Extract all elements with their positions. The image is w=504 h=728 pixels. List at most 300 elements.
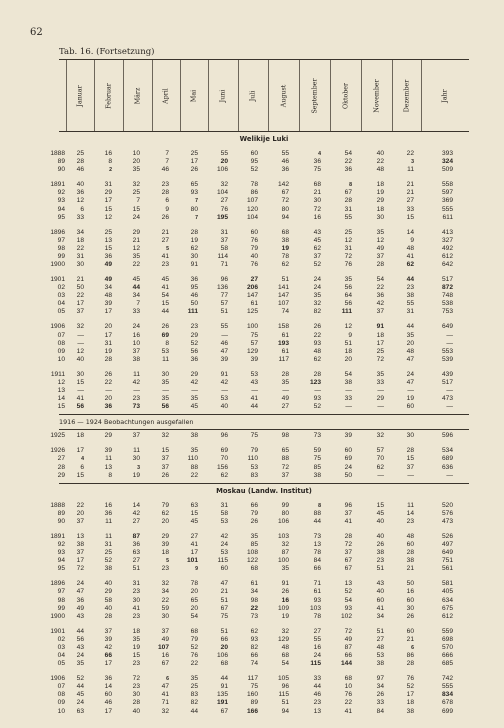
value-cell: 60: [406, 541, 414, 548]
value-cell: 60: [344, 447, 352, 455]
year-cell: 10: [57, 707, 65, 715]
value-cell: 7: [195, 214, 198, 221]
value-cell: 67: [220, 707, 228, 715]
table-row: [0, 660, 504, 668]
value-cell: 110: [247, 455, 258, 463]
value-cell: 38: [313, 471, 321, 479]
value-cell: 76: [190, 652, 198, 659]
value-cell: 872: [441, 284, 453, 292]
value-cell: 107: [277, 300, 289, 308]
value-cell: 51: [376, 565, 384, 573]
value-cell: 23: [132, 660, 140, 668]
value-cell: 76: [344, 691, 352, 699]
value-cell: 21: [406, 181, 414, 189]
value-cell: 35: [132, 635, 140, 643]
value-cell: 96: [344, 501, 352, 509]
value-cell: 38: [376, 549, 384, 557]
value-cell: 56: [76, 403, 84, 411]
year-cell: 95: [57, 565, 65, 573]
value-cell: 120: [246, 205, 258, 213]
value-cell: 147: [277, 292, 289, 300]
value-cell: 114: [217, 252, 228, 260]
value-cell: 33: [376, 699, 384, 707]
value-cell: 45: [376, 509, 384, 517]
value-cell: 27: [406, 197, 414, 205]
value-cell: 23: [313, 699, 321, 707]
value-cell: 22: [190, 471, 198, 479]
value-cell: 16: [104, 501, 112, 509]
value-cell: 369: [441, 197, 453, 205]
value-cell: 38: [406, 557, 414, 565]
table-row: [0, 432, 504, 440]
value-cell: 72: [344, 252, 352, 260]
value-cell: 35: [281, 378, 289, 386]
column-divider: [152, 60, 153, 131]
value-cell: 29: [190, 331, 198, 339]
value-cell: 91: [281, 580, 289, 588]
value-cell: 570: [441, 643, 453, 651]
value-cell: 57: [250, 339, 258, 347]
value-cell: 16: [406, 588, 414, 596]
value-cell: 156: [216, 463, 228, 471]
table-row: [0, 613, 504, 621]
value-cell: 52: [313, 261, 321, 268]
value-cell: 25: [190, 150, 198, 157]
value-cell: 142: [277, 181, 289, 189]
year-cell: 94: [57, 205, 65, 213]
value-cell: 37: [344, 509, 352, 517]
value-cell: 20: [190, 604, 198, 612]
value-cell: 48: [313, 347, 321, 355]
value-cell: 18: [376, 205, 384, 213]
value-cell: 66: [313, 565, 321, 573]
value-cell: 144: [340, 660, 352, 668]
value-cell: 36: [313, 158, 321, 166]
value-cell: 26: [313, 323, 321, 331]
column-header: [244, 63, 262, 129]
value-cell: 19: [132, 643, 140, 651]
value-cell: 41: [190, 541, 198, 548]
value-cell: 34: [250, 588, 258, 596]
header-top-rule: [59, 59, 469, 60]
value-cell: 45: [161, 276, 169, 283]
value-cell: 56: [76, 635, 84, 643]
value-cell: 66: [250, 652, 258, 659]
year-cell: 93: [57, 549, 65, 557]
value-cell: 73: [313, 532, 321, 540]
year-cell: 99: [57, 604, 65, 612]
table-row: [0, 518, 504, 526]
value-cell: 79: [161, 501, 169, 509]
value-cell: 83: [190, 691, 198, 699]
value-cell: 195: [216, 213, 228, 221]
value-cell: 43: [76, 612, 84, 620]
section-rule: [59, 483, 469, 484]
value-cell: 30: [406, 604, 414, 612]
value-cell: 47: [406, 378, 414, 386]
value-cell: 63: [190, 501, 198, 509]
value-cell: 68: [281, 228, 289, 236]
value-cell: 32: [220, 181, 228, 189]
value-cell: —: [377, 403, 384, 411]
value-cell: 50: [406, 580, 414, 588]
value-cell: 5: [166, 245, 169, 252]
value-cell: 46: [76, 166, 84, 174]
value-cell: 25: [376, 347, 384, 355]
value-cell: 38: [104, 565, 112, 573]
value-cell: 16: [313, 213, 321, 221]
column-header-label: Mai: [190, 89, 198, 103]
value-cell: 43: [376, 580, 384, 588]
column-divider: [238, 60, 239, 131]
value-cell: 31: [344, 244, 352, 252]
value-cell: 16: [281, 596, 289, 604]
value-cell: 8: [318, 502, 321, 509]
year-cell: 08: [57, 691, 65, 699]
value-cell: 129: [277, 635, 289, 643]
value-cell: 17: [190, 549, 198, 557]
value-cell: 24: [76, 699, 84, 707]
value-cell: 24: [313, 276, 321, 283]
table-row: [0, 245, 504, 253]
value-cell: 93: [190, 189, 198, 197]
value-cell: 611: [442, 213, 453, 221]
value-cell: 742: [441, 675, 453, 683]
value-cell: 34: [104, 284, 112, 292]
value-cell: 29: [132, 228, 140, 236]
value-cell: 67: [344, 565, 352, 573]
value-cell: 18: [376, 331, 384, 339]
column-divider: [330, 60, 331, 131]
value-cell: 82: [190, 699, 198, 707]
value-cell: 37: [344, 549, 352, 557]
value-cell: 53: [376, 652, 384, 659]
value-cell: 25: [104, 549, 112, 557]
page-number: 62: [30, 27, 43, 38]
value-cell: 73: [250, 612, 258, 620]
value-cell: 91: [220, 683, 228, 691]
value-cell: 38: [76, 541, 84, 548]
value-cell: —: [77, 331, 84, 339]
value-cell: 22: [344, 699, 352, 707]
table-row: [0, 340, 504, 348]
value-cell: 555: [441, 205, 453, 213]
value-cell: 22: [132, 261, 140, 268]
value-cell: 88: [190, 463, 198, 471]
column-header: [157, 63, 175, 129]
value-cell: 12: [104, 213, 112, 221]
value-cell: —: [446, 387, 453, 394]
value-cell: 43: [76, 643, 84, 651]
value-cell: 47: [76, 588, 84, 596]
value-cell: 15: [406, 213, 414, 221]
year-cell: 99: [57, 252, 65, 260]
value-cell: 17: [76, 447, 84, 455]
value-cell: 42: [220, 378, 228, 386]
year-cell: 97: [57, 588, 65, 596]
value-cell: 51: [220, 596, 228, 604]
value-cell: 62: [313, 244, 321, 252]
value-cell: 37: [281, 471, 289, 479]
value-cell: 40: [220, 403, 228, 411]
value-cell: 66: [220, 635, 228, 643]
column-header-label: Januar: [76, 85, 84, 107]
value-cell: 38: [344, 378, 352, 386]
value-cell: 38: [376, 660, 384, 668]
value-cell: 37: [76, 549, 84, 557]
year-cell: 1901: [50, 627, 65, 635]
value-cell: 27: [250, 276, 258, 283]
value-cell: 20: [220, 643, 228, 651]
value-cell: 29: [190, 370, 198, 378]
value-cell: 16: [104, 150, 112, 157]
year-cell: 94: [57, 557, 65, 565]
value-cell: 33: [76, 213, 84, 221]
value-cell: 53: [220, 549, 228, 557]
value-cell: 27: [161, 236, 169, 244]
value-cell: 57: [376, 447, 384, 455]
value-cell: 666: [441, 652, 453, 659]
value-cell: 106: [216, 652, 228, 659]
value-cell: 44: [406, 276, 414, 283]
value-cell: 23: [161, 181, 169, 189]
value-cell: 42: [376, 300, 384, 308]
value-cell: 115: [278, 691, 289, 699]
value-cell: 52: [76, 675, 84, 683]
column-divider: [421, 60, 422, 131]
value-cell: 21: [161, 228, 169, 236]
column-divider: [66, 60, 67, 131]
value-cell: 72: [344, 541, 352, 548]
year-cell: 08: [57, 339, 65, 347]
value-cell: 15: [104, 205, 112, 213]
value-cell: —: [446, 471, 453, 479]
value-cell: 17: [190, 158, 198, 166]
value-cell: 11: [133, 370, 140, 378]
column-header-label: April: [162, 88, 170, 104]
column-header-label: Juli: [249, 90, 257, 102]
value-cell: 22: [104, 378, 112, 386]
value-cell: 78: [313, 612, 321, 620]
value-cell: 45: [76, 691, 84, 699]
value-cell: 13: [313, 707, 321, 715]
value-cell: 21: [220, 588, 228, 596]
value-cell: 517: [441, 378, 453, 386]
value-cell: 55: [344, 213, 352, 221]
value-cell: 42: [104, 643, 112, 651]
value-cell: 67: [344, 189, 352, 197]
value-cell: 649: [441, 323, 453, 331]
value-cell: 685: [441, 660, 453, 668]
value-cell: 61: [250, 580, 258, 588]
value-cell: 13: [104, 463, 112, 471]
year-cell: 15: [57, 403, 65, 411]
value-cell: 111: [187, 308, 198, 316]
value-cell: 38: [406, 292, 414, 300]
table-row: [0, 379, 504, 387]
value-cell: 91: [220, 370, 228, 378]
value-cell: 62: [406, 261, 414, 268]
value-cell: 37: [76, 308, 84, 316]
value-cell: 29: [376, 395, 384, 403]
value-cell: 23: [132, 588, 140, 596]
value-cell: 37: [376, 308, 384, 316]
value-cell: 597: [441, 189, 453, 197]
year-cell: 04: [57, 652, 65, 659]
value-cell: 20: [104, 323, 112, 331]
value-cell: 99: [281, 501, 289, 509]
value-cell: 13: [104, 236, 112, 244]
value-cell: 52: [190, 643, 198, 651]
value-cell: 38: [190, 432, 198, 440]
value-cell: 31: [344, 205, 352, 213]
value-cell: 36: [104, 403, 112, 411]
value-cell: 30: [132, 691, 140, 699]
value-cell: 93: [313, 395, 321, 403]
year-cell: 1896: [50, 580, 65, 588]
value-cell: 38: [406, 707, 414, 715]
value-cell: 14: [406, 228, 414, 236]
value-cell: 51: [220, 308, 228, 316]
value-cell: 44: [313, 683, 321, 691]
value-cell: 93: [313, 339, 321, 347]
value-cell: 21: [406, 635, 414, 643]
value-cell: 108: [246, 549, 258, 557]
value-cell: 60: [406, 627, 414, 635]
value-cell: 26: [161, 471, 169, 479]
value-cell: 44: [161, 308, 169, 316]
value-cell: 25: [190, 683, 198, 691]
value-cell: 17: [406, 691, 414, 699]
value-cell: 40: [250, 252, 258, 260]
value-cell: 26: [376, 541, 384, 548]
value-cell: 41: [250, 395, 258, 403]
value-cell: —: [446, 339, 453, 347]
value-cell: 160: [246, 691, 258, 699]
value-cell: 80: [190, 205, 198, 213]
value-cell: 6: [411, 644, 414, 651]
value-cell: 52: [406, 683, 414, 691]
value-cell: 31: [104, 339, 112, 347]
value-cell: 28: [190, 228, 198, 236]
value-cell: 37: [406, 463, 414, 471]
year-cell: 12: [57, 378, 65, 386]
column-divider: [361, 60, 362, 131]
column-header-label: Dezember: [403, 79, 410, 113]
value-cell: 25: [132, 189, 140, 197]
value-cell: 36: [190, 355, 198, 363]
year-cell: 1896: [50, 228, 65, 236]
column-header-label: November: [373, 79, 380, 113]
value-cell: 101: [186, 557, 198, 565]
value-cell: 28: [132, 699, 140, 707]
value-cell: —: [314, 387, 321, 394]
table-row: [0, 683, 504, 691]
value-cell: 33: [132, 308, 140, 316]
value-cell: 20: [161, 517, 169, 525]
value-cell: 327: [441, 236, 453, 244]
table-row: [0, 644, 504, 652]
value-cell: 55: [220, 150, 228, 157]
year-cell: 1891: [50, 181, 65, 189]
value-cell: 15: [161, 447, 169, 455]
value-cell: 46: [313, 691, 321, 699]
value-cell: —: [446, 331, 453, 339]
value-cell: 7: [136, 197, 140, 205]
value-cell: 40: [376, 150, 384, 157]
year-cell: 27: [57, 455, 65, 463]
value-cell: 48: [376, 643, 384, 651]
value-cell: 29: [376, 197, 384, 205]
value-cell: 3: [411, 159, 414, 166]
value-cell: 84: [376, 707, 384, 715]
value-cell: 23: [161, 565, 169, 573]
table-row: [0, 197, 504, 205]
value-cell: 36: [376, 292, 384, 300]
value-cell: 166: [246, 707, 258, 715]
value-cell: 19: [406, 395, 414, 403]
column-header: [398, 63, 416, 129]
value-cell: 30: [376, 213, 384, 221]
value-cell: 27: [281, 403, 289, 411]
value-cell: 93: [344, 604, 352, 612]
value-cell: 80: [281, 509, 289, 517]
value-cell: 97: [376, 675, 384, 683]
value-cell: 24: [76, 580, 84, 588]
value-cell: 102: [340, 612, 352, 620]
value-cell: 40: [376, 588, 384, 596]
value-cell: 27: [132, 557, 140, 565]
value-cell: 43: [250, 378, 258, 386]
value-cell: 30: [132, 455, 140, 463]
value-cell: 35: [190, 447, 198, 455]
value-cell: 79: [250, 244, 258, 252]
table-row: [0, 510, 504, 518]
value-cell: 19: [281, 612, 289, 620]
column-header: [129, 63, 147, 129]
value-cell: 753: [441, 308, 453, 316]
value-cell: 54: [161, 292, 169, 300]
value-cell: 18: [376, 181, 384, 189]
table-row: [0, 332, 504, 340]
value-cell: 39: [161, 541, 169, 548]
value-cell: 49: [376, 244, 384, 252]
year-cell: 28: [57, 463, 65, 471]
section-rule: [59, 414, 469, 415]
value-cell: 27: [132, 517, 140, 525]
value-cell: 14: [406, 509, 414, 517]
value-cell: 22: [76, 501, 84, 509]
value-cell: 104: [216, 189, 228, 197]
value-cell: 30: [161, 370, 169, 378]
value-cell: 109: [277, 604, 289, 612]
value-cell: 55: [313, 635, 321, 643]
value-cell: —: [191, 387, 198, 394]
year-cell: 05: [57, 660, 65, 668]
table-row: [0, 189, 504, 197]
value-cell: 41: [344, 517, 352, 525]
table-row: [0, 214, 504, 222]
value-cell: 62: [250, 627, 258, 635]
table-row: [0, 387, 504, 395]
value-cell: 39: [104, 635, 112, 643]
value-cell: 100: [246, 323, 258, 331]
value-cell: 34: [161, 588, 169, 596]
value-cell: 35: [190, 395, 198, 403]
value-cell: 31: [132, 580, 140, 588]
value-cell: 30: [132, 596, 140, 604]
year-cell: 98: [57, 244, 65, 252]
